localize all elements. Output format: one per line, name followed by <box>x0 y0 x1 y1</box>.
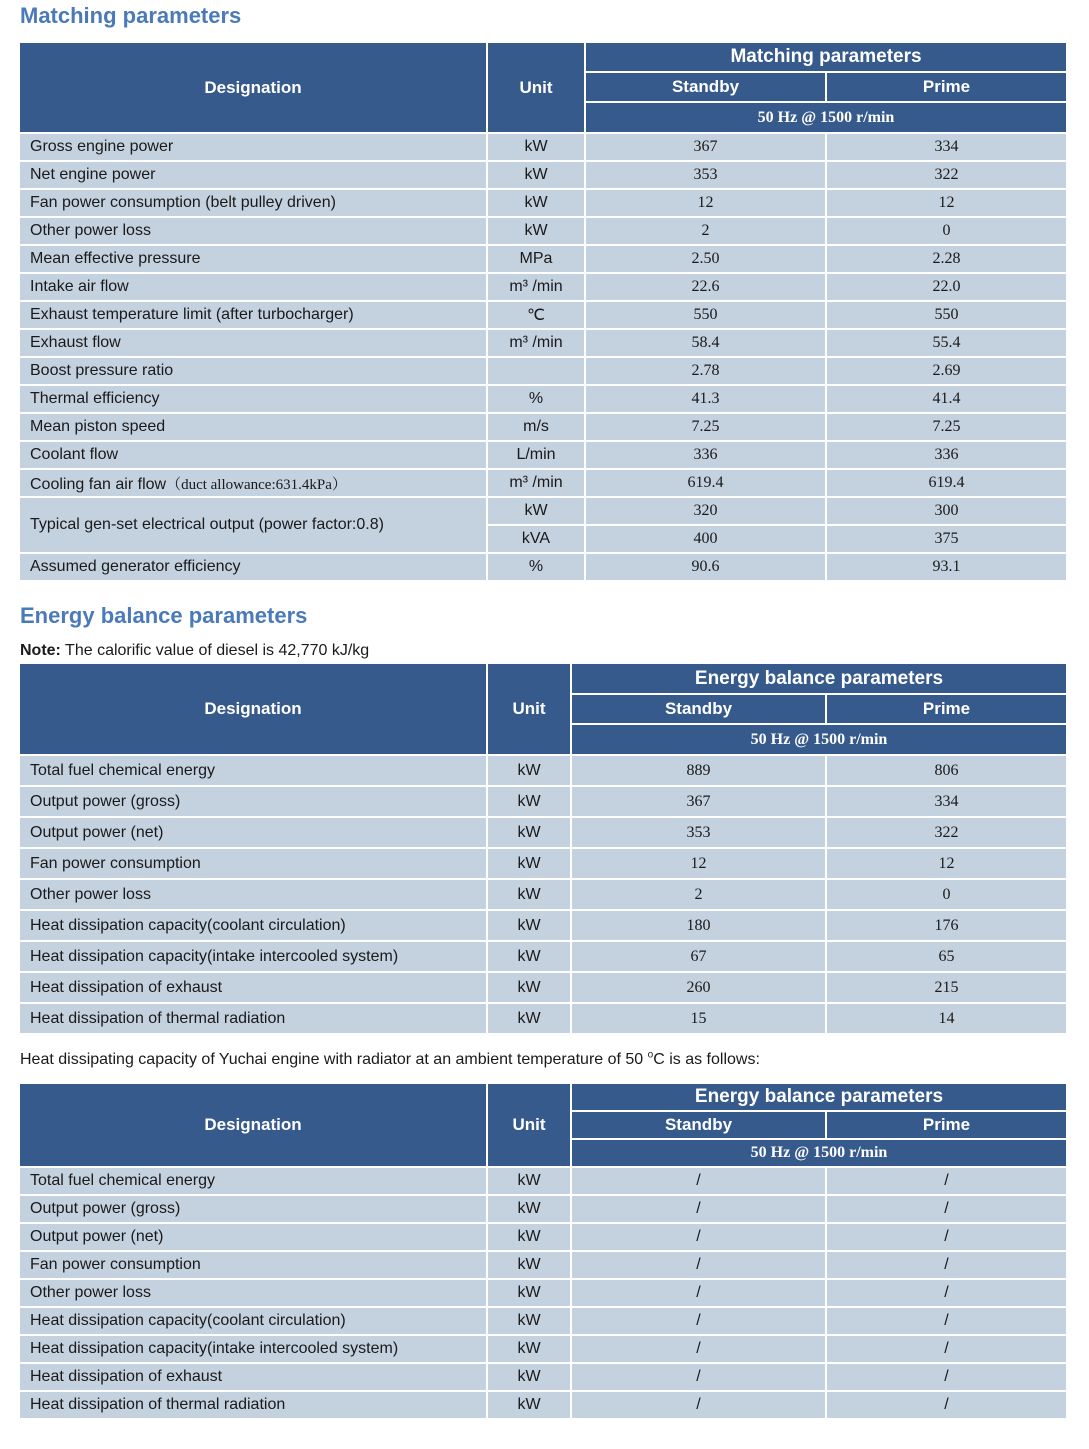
energy-balance-title: Energy balance parameters <box>20 603 308 628</box>
standby-value: 336 <box>586 442 825 468</box>
unit-cell: kW <box>488 134 584 160</box>
standby-value: 889 <box>572 756 825 785</box>
designation-cell: Output power (gross) <box>20 787 486 816</box>
designation-header: Designation <box>20 1084 486 1166</box>
table-row <box>20 1004 1066 1033</box>
designation-cell: Output power (net) <box>20 818 486 847</box>
prime-value: 12 <box>827 190 1066 216</box>
prime-value: 334 <box>827 134 1066 160</box>
table-row <box>20 274 1066 300</box>
table-row <box>20 1224 1066 1250</box>
unit-cell: m/s <box>488 414 584 440</box>
standby-value: 367 <box>572 787 825 816</box>
designation-cell: Coolant flow <box>20 442 486 468</box>
designation-cell: Heat dissipation capacity(intake intercooled system) <box>20 942 486 971</box>
prime-value: / <box>827 1336 1066 1362</box>
prime-value: 41.4 <box>827 386 1066 412</box>
speed-header: 50 Hz @ 1500 r/min <box>572 1140 1066 1166</box>
designation-cell: Fan power consumption (belt pulley driven) <box>20 190 486 216</box>
standby-value: / <box>572 1364 825 1390</box>
prime-value: 375 <box>827 526 1066 552</box>
note-text: The calorific value of diesel is 42,770 kJ/kg <box>60 642 370 659</box>
designation-cell: Heat dissipation capacity(intake intercooled system) <box>20 1336 486 1362</box>
standby-header: Standby <box>586 73 825 101</box>
prime-value: / <box>827 1392 1066 1418</box>
standby-value: 90.6 <box>586 554 825 580</box>
table-row <box>20 358 1066 384</box>
table-row <box>20 1280 1066 1306</box>
table-row <box>20 973 1066 1002</box>
unit-cell: kW <box>488 1280 570 1306</box>
unit-cell: L/min <box>488 442 584 468</box>
table-row <box>20 162 1066 188</box>
prime-value: / <box>827 1252 1066 1278</box>
standby-header: Standby <box>572 695 825 723</box>
standby-value: 67 <box>572 942 825 971</box>
table-row <box>20 442 1066 468</box>
unit-cell: kW <box>488 1196 570 1222</box>
unit-cell: kW <box>488 1336 570 1362</box>
table-row <box>20 911 1066 940</box>
prime-value: / <box>827 1168 1066 1194</box>
prime-header: Prime <box>827 73 1066 101</box>
prime-value: 14 <box>827 1004 1066 1033</box>
standby-value: 12 <box>586 190 825 216</box>
prime-value: 55.4 <box>827 330 1066 356</box>
unit-cell: kW <box>488 190 584 216</box>
designation-cell: Other power loss <box>20 218 486 244</box>
group-header: Matching parameters <box>586 43 1066 71</box>
standby-value: 367 <box>586 134 825 160</box>
unit-cell: kW <box>488 911 570 940</box>
table-row <box>20 818 1066 847</box>
prime-value: 322 <box>827 818 1066 847</box>
designation-cell: Other power loss <box>20 880 486 909</box>
table-row <box>20 1364 1066 1390</box>
designation-cell: Net engine power <box>20 162 486 188</box>
table-row <box>20 1168 1066 1194</box>
standby-value: 58.4 <box>586 330 825 356</box>
speed-header: 50 Hz @ 1500 r/min <box>572 725 1066 754</box>
unit-cell: kW <box>488 942 570 971</box>
table-row <box>20 880 1066 909</box>
standby-value: / <box>572 1224 825 1250</box>
designation-cell: Gross engine power <box>20 134 486 160</box>
table-row <box>20 330 1066 356</box>
ambient-energy-table <box>18 1082 1068 1420</box>
prime-value: 12 <box>827 849 1066 878</box>
designation-cell: Fan power consumption <box>20 1252 486 1278</box>
unit-cell: kW <box>488 818 570 847</box>
prime-value: 2.69 <box>827 358 1066 384</box>
table-row <box>20 1252 1066 1278</box>
unit-header: Unit <box>488 664 570 754</box>
standby-value: 353 <box>586 162 825 188</box>
table-row <box>20 1392 1066 1418</box>
designation-cell: Other power loss <box>20 1280 486 1306</box>
table-row <box>20 942 1066 971</box>
prime-value: / <box>827 1364 1066 1390</box>
table-row <box>20 1308 1066 1334</box>
standby-value: 2.78 <box>586 358 825 384</box>
prime-value: 22.0 <box>827 274 1066 300</box>
prime-value: 176 <box>827 911 1066 940</box>
unit-cell: kVA <box>488 526 584 552</box>
standby-value: 400 <box>586 526 825 552</box>
standby-value: 2 <box>586 218 825 244</box>
designation-text: Cooling fan air flow <box>30 475 167 493</box>
prime-value: 93.1 <box>827 554 1066 580</box>
table-row <box>20 218 1066 244</box>
note-label: Note: <box>20 642 61 659</box>
prime-value: 7.25 <box>827 414 1066 440</box>
table-row <box>20 554 1066 580</box>
standby-value: / <box>572 1392 825 1418</box>
designation-cell: Output power (gross) <box>20 1196 486 1222</box>
table-row <box>20 849 1066 878</box>
designation-cell: Fan power consumption <box>20 849 486 878</box>
table-row <box>20 498 1066 524</box>
standby-value: 2 <box>572 880 825 909</box>
prime-value: 215 <box>827 973 1066 1002</box>
prime-value: 322 <box>827 162 1066 188</box>
table-row <box>20 190 1066 216</box>
calorific-note <box>20 641 369 661</box>
speed-header: 50 Hz @ 1500 r/min <box>586 103 1066 132</box>
designation-cell: Boost pressure ratio <box>20 358 486 384</box>
duct-allowance-note: （duct allowance:631.4kPa） <box>166 476 347 493</box>
group-header: Energy balance parameters <box>572 664 1066 693</box>
designation-cell: Thermal efficiency <box>20 386 486 412</box>
unit-cell: kW <box>488 218 584 244</box>
designation-cell: Mean piston speed <box>20 414 486 440</box>
standby-value: 619.4 <box>586 470 825 496</box>
designation-cell: Typical gen-set electrical output (power factor:0.8) <box>20 498 486 552</box>
unit-cell: m³ /min <box>488 274 584 300</box>
designation-cell: Heat dissipation of thermal radiation <box>20 1004 486 1033</box>
matching-parameters-table <box>18 41 1068 582</box>
prime-header: Prime <box>827 1112 1066 1138</box>
unit-cell: kW <box>488 1004 570 1033</box>
table-row <box>20 470 1066 496</box>
designation-cell: Total fuel chemical energy <box>20 756 486 785</box>
prime-value: 336 <box>827 442 1066 468</box>
degree-mark: o <box>647 1049 654 1061</box>
standby-header: Standby <box>572 1112 825 1138</box>
standby-value: 12 <box>572 849 825 878</box>
unit-cell: MPa <box>488 246 584 272</box>
intro-text: Heat dissipating capacity of Yuchai engine with radiator at an ambient temperature of 50 <box>20 1051 648 1068</box>
standby-value: 7.25 <box>586 414 825 440</box>
standby-value: 550 <box>586 302 825 328</box>
unit-header: Unit <box>488 43 584 132</box>
prime-value: / <box>827 1196 1066 1222</box>
standby-value: / <box>572 1336 825 1362</box>
designation-cell: Heat dissipation capacity(coolant circulation) <box>20 1308 486 1334</box>
unit-cell: m³ /min <box>488 330 584 356</box>
unit-cell: kW <box>488 756 570 785</box>
unit-cell: kW <box>488 973 570 1002</box>
table-row <box>20 302 1066 328</box>
designation-cell: Assumed generator efficiency <box>20 554 486 580</box>
energy-balance-table <box>18 662 1068 1035</box>
prime-value: 65 <box>827 942 1066 971</box>
unit-cell: kW <box>488 787 570 816</box>
unit-cell: % <box>488 554 584 580</box>
standby-value: 2.50 <box>586 246 825 272</box>
designation-cell: Heat dissipation of exhaust <box>20 973 486 1002</box>
designation-cell: Exhaust temperature limit (after turbocharger) <box>20 302 486 328</box>
designation-cell: Heat dissipation of exhaust <box>20 1364 486 1390</box>
table-row <box>20 787 1066 816</box>
unit-cell: kW <box>488 1224 570 1250</box>
designation-cell: Exhaust flow <box>20 330 486 356</box>
prime-value: 0 <box>827 880 1066 909</box>
ambient-intro <box>20 1050 760 1070</box>
unit-cell: kW <box>488 1252 570 1278</box>
designation-cell: Intake air flow <box>20 274 486 300</box>
unit-cell: m³ /min <box>488 470 584 496</box>
standby-value: 15 <box>572 1004 825 1033</box>
intro-text-end: C is as follows: <box>653 1051 760 1068</box>
standby-value: 180 <box>572 911 825 940</box>
prime-value: 0 <box>827 218 1066 244</box>
unit-cell: ℃ <box>488 302 584 328</box>
standby-value: 22.6 <box>586 274 825 300</box>
unit-cell: kW <box>488 1168 570 1194</box>
unit-cell: % <box>488 386 584 412</box>
standby-value: / <box>572 1280 825 1306</box>
unit-cell: kW <box>488 498 584 524</box>
table-row <box>20 134 1066 160</box>
prime-value: 334 <box>827 787 1066 816</box>
standby-value: / <box>572 1196 825 1222</box>
unit-cell: kW <box>488 849 570 878</box>
designation-cell: Output power (net) <box>20 1224 486 1250</box>
standby-value: 260 <box>572 973 825 1002</box>
prime-value: 806 <box>827 756 1066 785</box>
designation-header: Designation <box>20 664 486 754</box>
unit-header: Unit <box>488 1084 570 1166</box>
designation-cell: Heat dissipation capacity(coolant circulation) <box>20 911 486 940</box>
standby-value: 41.3 <box>586 386 825 412</box>
standby-value: / <box>572 1308 825 1334</box>
table-row <box>20 246 1066 272</box>
standby-value: / <box>572 1168 825 1194</box>
standby-value: 320 <box>586 498 825 524</box>
designation-cell <box>20 470 486 496</box>
designation-header: Designation <box>20 43 486 132</box>
table-row <box>20 1336 1066 1362</box>
designation-cell: Heat dissipation of thermal radiation <box>20 1392 486 1418</box>
unit-cell: kW <box>488 1364 570 1390</box>
group-header: Energy balance parameters <box>572 1084 1066 1110</box>
designation-cell: Mean effective pressure <box>20 246 486 272</box>
matching-parameters-title: Matching parameters <box>20 3 242 28</box>
prime-value: / <box>827 1280 1066 1306</box>
prime-value: 300 <box>827 498 1066 524</box>
table-row <box>20 386 1066 412</box>
prime-value: / <box>827 1308 1066 1334</box>
table-row <box>20 1196 1066 1222</box>
prime-value: 2.28 <box>827 246 1066 272</box>
prime-value: 550 <box>827 302 1066 328</box>
standby-value: 353 <box>572 818 825 847</box>
prime-value: / <box>827 1224 1066 1250</box>
table-row <box>20 756 1066 785</box>
designation-cell: Total fuel chemical energy <box>20 1168 486 1194</box>
table-row <box>20 414 1066 440</box>
prime-header: Prime <box>827 695 1066 723</box>
unit-cell: kW <box>488 880 570 909</box>
unit-cell: kW <box>488 162 584 188</box>
prime-value: 619.4 <box>827 470 1066 496</box>
unit-cell: kW <box>488 1308 570 1334</box>
unit-cell: kW <box>488 1392 570 1418</box>
unit-cell <box>488 358 584 384</box>
standby-value: / <box>572 1252 825 1278</box>
